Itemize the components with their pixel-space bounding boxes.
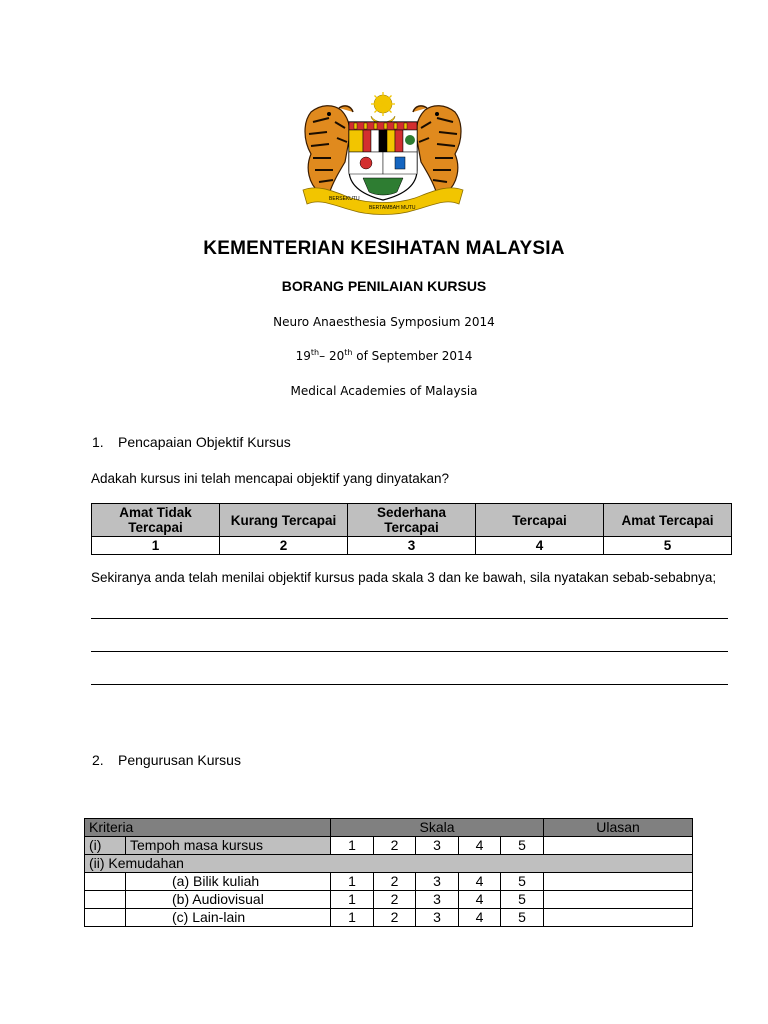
scale-cell[interactable]: 5	[501, 909, 544, 927]
svg-text:BERSEKUTU: BERSEKUTU	[329, 196, 360, 202]
scale-cell[interactable]: 3	[416, 891, 459, 909]
scale-value-cell[interactable]: 3	[348, 537, 476, 555]
scale-cell[interactable]: 3	[416, 837, 459, 855]
scale-value-cell[interactable]: 2	[220, 537, 348, 555]
event-date: 19th– 20th of September 2014	[295, 348, 473, 363]
row-index	[85, 909, 126, 927]
scale-cell[interactable]: 5	[501, 873, 544, 891]
remarks-cell[interactable]	[544, 837, 693, 855]
scale-cell[interactable]: 2	[374, 873, 416, 891]
criteria-label: (b) Audiovisual	[126, 891, 331, 909]
section-1-heading: 1. Pencapaian Objektif Kursus	[92, 434, 291, 450]
scale-label: Amat Tercapai	[604, 504, 732, 537]
scale-cell[interactable]: 4	[459, 837, 501, 855]
section-2-heading: 2. Pengurusan Kursus	[92, 752, 241, 768]
star-crescent-icon	[371, 92, 395, 124]
scale-cell[interactable]: 4	[459, 891, 501, 909]
criteria-label: Tempoh masa kursus	[126, 837, 331, 855]
course-management-table	[84, 818, 693, 927]
section-1-question: Adakah kursus ini telah mencapai objektif yang dinyatakan?	[91, 471, 449, 486]
ministry-title: KEMENTERIAN KESIHATAN MALAYSIA	[203, 238, 565, 259]
scale-value-cell[interactable]: 1	[92, 537, 220, 555]
scale-value-cell[interactable]: 4	[476, 537, 604, 555]
coat-of-arms-logo	[299, 92, 467, 216]
scale-value-cell[interactable]: 5	[604, 537, 732, 555]
scale-header: Skala	[331, 819, 544, 837]
scale-label: Kurang Tercapai	[220, 504, 348, 537]
shield-icon	[349, 122, 417, 200]
scale-cell[interactable]: 3	[416, 873, 459, 891]
remarks-cell[interactable]	[544, 909, 693, 927]
remarks-cell[interactable]	[544, 873, 693, 891]
scale-cell[interactable]: 1	[331, 837, 374, 855]
objective-rating-table	[91, 503, 732, 555]
remarks-header: Ulasan	[544, 819, 693, 837]
scale-label: Sederhana Tercapai	[348, 504, 476, 537]
scale-cell[interactable]: 2	[374, 837, 416, 855]
answer-line[interactable]	[91, 684, 728, 685]
answer-line[interactable]	[91, 618, 728, 619]
scale-label: Tercapai	[476, 504, 604, 537]
answer-line[interactable]	[91, 651, 728, 652]
left-tiger-icon	[305, 106, 353, 194]
group-label: (ii) Kemudahan	[85, 855, 693, 873]
row-index: (i)	[85, 837, 126, 855]
scale-cell[interactable]: 3	[416, 909, 459, 927]
section-1-follow-up: Sekiranya anda telah menilai objektif kursus pada skala 3 dan ke bawah, sila nyatakan sebab-sebabnya;	[91, 570, 717, 585]
criteria-label: (c) Lain-lain	[126, 909, 331, 927]
scale-cell[interactable]: 1	[331, 909, 374, 927]
criteria-header: Kriteria	[85, 819, 331, 837]
svg-text:BERTAMBAH MUTU: BERTAMBAH MUTU	[369, 205, 416, 211]
scale-cell[interactable]: 2	[374, 909, 416, 927]
form-title: BORANG PENILAIAN KURSUS	[281, 278, 487, 294]
scale-cell[interactable]: 1	[331, 873, 374, 891]
remarks-cell[interactable]	[544, 891, 693, 909]
scale-cell[interactable]: 4	[459, 873, 501, 891]
event-venue: Medical Academies of Malaysia	[290, 384, 478, 398]
right-tiger-icon	[413, 106, 461, 194]
scale-cell[interactable]: 5	[501, 891, 544, 909]
scale-label: Amat Tidak Tercapai	[92, 504, 220, 537]
scale-cell[interactable]: 5	[501, 837, 544, 855]
scale-cell[interactable]: 4	[459, 909, 501, 927]
row-index	[85, 873, 126, 891]
scale-cell[interactable]: 1	[331, 891, 374, 909]
row-index	[85, 891, 126, 909]
scale-cell[interactable]: 2	[374, 891, 416, 909]
event-name: Neuro Anaesthesia Symposium 2014	[273, 315, 495, 329]
criteria-label: (a) Bilik kuliah	[126, 873, 331, 891]
